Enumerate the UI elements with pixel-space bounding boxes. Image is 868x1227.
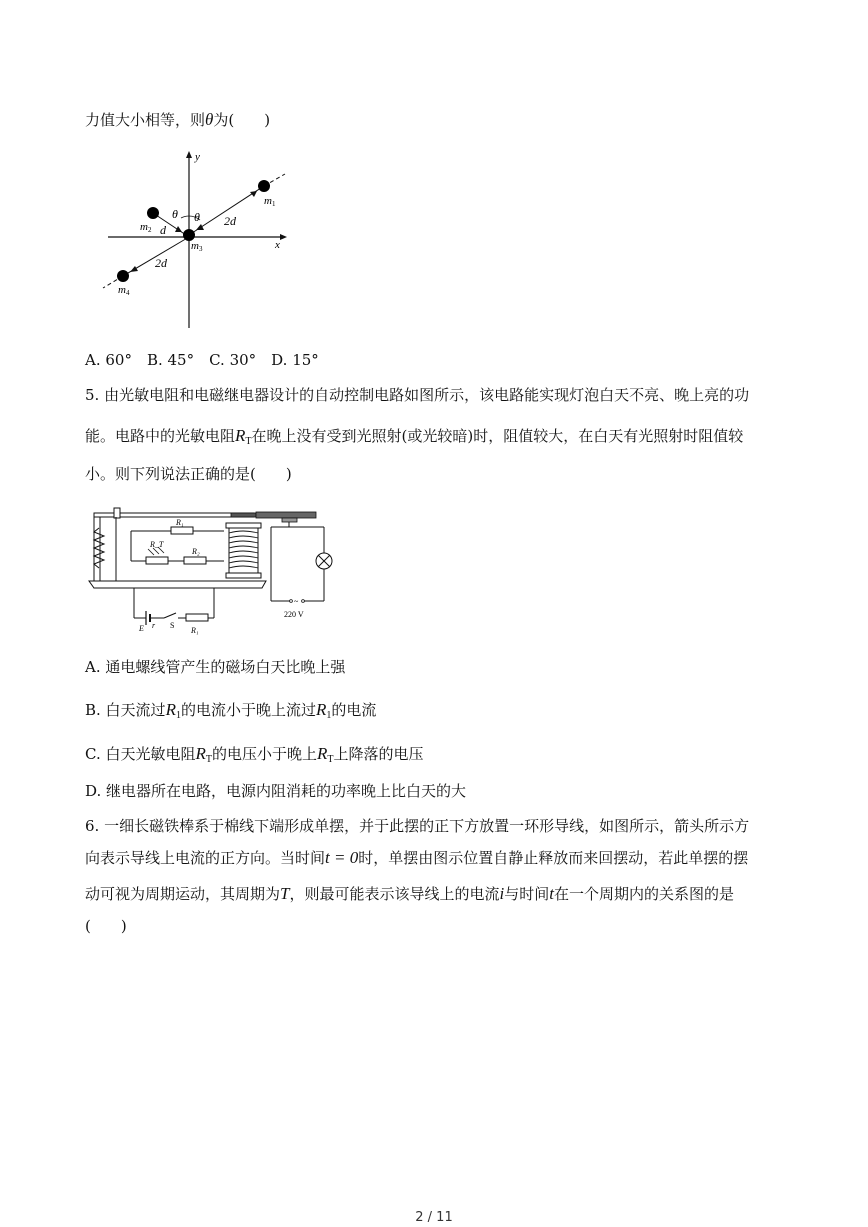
rt-symbol-c2: $R_T$ bbox=[317, 744, 334, 765]
label-voltage: 220 V bbox=[284, 610, 304, 619]
period-symbol: T bbox=[280, 884, 290, 903]
ac-symbol: ~ bbox=[294, 597, 299, 606]
label-m4: m4 bbox=[118, 284, 130, 297]
q5-stem-line2: 能。电路中的光敏电阻$R_T$在晚上没有受到光照射(或光较暗)时，阻值较大，在白天有光照射时阻值较 bbox=[85, 426, 744, 447]
label-m2: m2 bbox=[140, 221, 152, 234]
q4-stem-tail: 力值大小相等，则θ为( ) bbox=[85, 110, 271, 129]
r1-symbol: $R_1$ bbox=[165, 700, 181, 721]
q6-stem-line4: ( ) bbox=[85, 917, 127, 935]
q5-option-a: A. 通电螺线管产生的磁场白天比晚上强 bbox=[85, 658, 346, 676]
r1-symbol-2: $R_1$ bbox=[315, 700, 332, 721]
label-theta-left: θ bbox=[172, 207, 178, 221]
mass-m4 bbox=[117, 270, 129, 282]
label-switch: S bbox=[170, 621, 175, 630]
q5-stem-line1: 5. 由光敏电阻和电磁继电器设计的自动控制电路如图所示，该电路能实现灯泡白天不亮、晚上亮的功 bbox=[85, 386, 750, 404]
rt-symbol: $R_T$ bbox=[235, 426, 252, 447]
label-2d-upper: 2d bbox=[224, 214, 236, 228]
q6-stem-line2: 向表示导线上电流的正方向。当时间t = 0时，单摆由图示位置自静止释放而来回摆动，若此单摆的摆 bbox=[85, 848, 749, 867]
time-symbol: t bbox=[549, 884, 554, 903]
q5-option-b: B. 白天流过$R_1$的电流小于晚上流过$R_1$的电流 bbox=[85, 700, 377, 721]
label-e: E bbox=[139, 624, 144, 633]
q4-options: A. 60° B. 45° C. 30° D. 15° bbox=[85, 351, 319, 369]
label-2d-lower: 2d bbox=[155, 256, 167, 270]
label-r1-bottom: R₁ bbox=[191, 626, 199, 635]
label-m3: m3 bbox=[191, 240, 203, 253]
axis-y-label: y bbox=[195, 151, 200, 163]
q6-stem-line1: 6. 一细长磁铁棒系于棉线下端形成单摆，并于此摆的正下方放置一环形导线，如图所示，箭头所示方 bbox=[85, 817, 750, 835]
q6-stem-line3: 动可视为周期运动，其周期为T，则最可能表示该导线上的电流i与时间t在一个周期内的关系图的是 bbox=[85, 884, 734, 903]
axis-x-label: x bbox=[275, 239, 280, 251]
q4-force-diagram bbox=[100, 148, 300, 330]
q5-stem-line3: 小。则下列说法正确的是( ) bbox=[85, 465, 292, 483]
q5-circuit-diagram bbox=[86, 503, 346, 638]
current-symbol: i bbox=[499, 884, 505, 903]
t0-expr: t = 0 bbox=[325, 848, 359, 867]
label-r1-top: R₁ bbox=[176, 518, 184, 527]
label-d: d bbox=[160, 223, 166, 237]
mass-m2 bbox=[147, 207, 159, 219]
page-number: 2 / 11 bbox=[415, 1210, 453, 1225]
label-m1: m1 bbox=[264, 195, 276, 208]
q5-option-c: C. 白天光敏电阻$R_T$的电压小于晚上$R_T$上降落的电压 bbox=[85, 744, 424, 765]
label-rt: R_T bbox=[150, 540, 164, 549]
label-theta-right: θ bbox=[194, 210, 200, 224]
q5-option-d: D. 继电器所在电路，电源内阻消耗的功率晚上比白天的大 bbox=[85, 782, 467, 800]
label-r2: R₂ bbox=[192, 547, 200, 556]
mass-m1 bbox=[258, 180, 270, 192]
rt-symbol-c1: $R_T$ bbox=[195, 744, 212, 765]
label-r-internal: r bbox=[152, 621, 156, 630]
theta-symbol: θ bbox=[205, 110, 214, 129]
